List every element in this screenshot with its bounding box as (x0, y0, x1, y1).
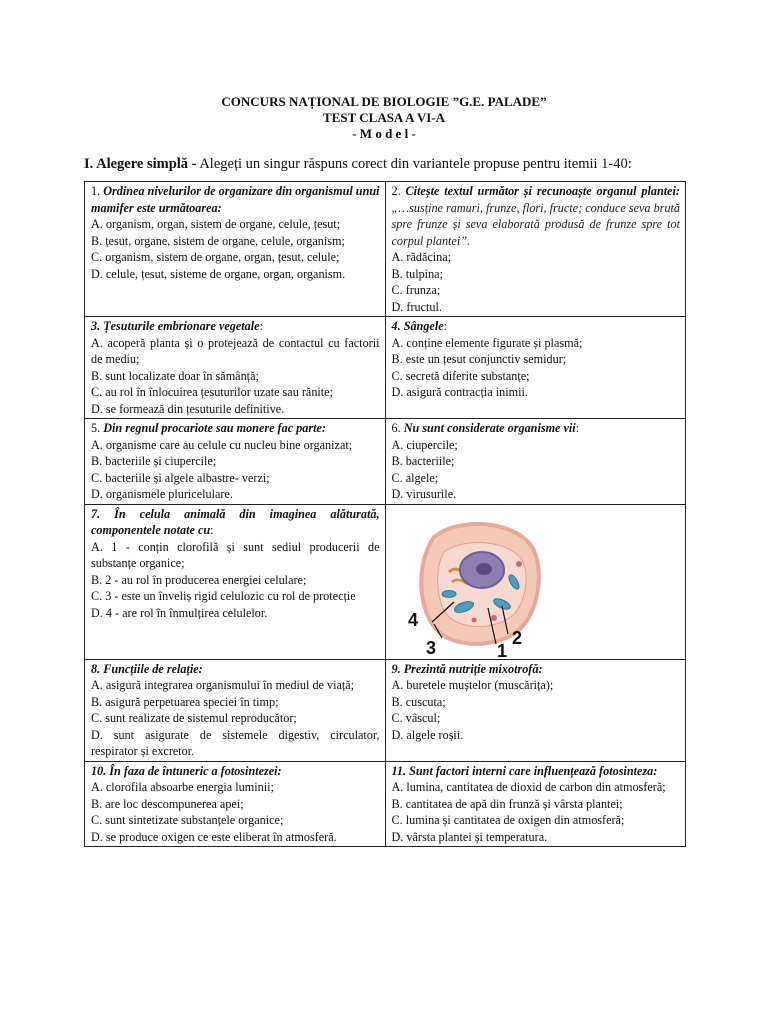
questions-table (84, 181, 686, 847)
question-title: 10. În faza de întuneric a fotosintezei: (91, 763, 282, 778)
animal-cell-illustration (404, 512, 544, 657)
option-d: D. virusurile. (391, 487, 457, 501)
option-b: B. cantitatea de apă din frunză și vârsta plantei; (391, 796, 623, 811)
option-d: D. sunt asigurate de sistemele digestiv, circulator, respirator și excretor. (91, 727, 380, 758)
option-c: C. sunt sintetizate substanțele organice; (91, 813, 284, 827)
table-row (85, 659, 686, 761)
option-b: B. este un țesut conjunctiv semidur; (391, 352, 567, 366)
nucleolus (476, 563, 492, 575)
question-title: 4. Sângele (391, 319, 444, 333)
question-number: 2. (391, 184, 401, 198)
option-c: C. lumina și cantitatea de oxigen din atmosferă; (391, 813, 625, 827)
question-title: Ordinea nivelurilor de organizare din organismul unui mamifer este următoarea: (91, 184, 380, 215)
question-3 (85, 317, 386, 419)
vesicle (471, 617, 476, 622)
figure-label-1: 1 (496, 640, 507, 657)
option-a: A. buretele muștelor (muscărița); (391, 678, 554, 692)
option-d: D. asigură contracția inimii. (391, 385, 528, 399)
option-d: D. vârsta plantei și temperatura. (391, 829, 548, 844)
option-b: B. asigură perpetuarea speciei în timp; (91, 694, 279, 709)
option-b: B. 2 - au rol în producerea energiei celulare; (91, 572, 307, 587)
option-d: D. algele roșii. (391, 727, 464, 742)
test-class-title: TEST CLASA A VI-A (323, 110, 445, 125)
vesicle (516, 561, 522, 567)
option-b: B. tulpina; (391, 266, 443, 281)
question-8 (85, 659, 386, 761)
figure-label-4: 4 (407, 609, 418, 630)
option-d: D. 4 - are rol în înmulțirea celulelor. (91, 605, 268, 620)
question-title: Din regnul procariote sau monere fac parte: (100, 421, 326, 435)
question-title: 8. Funcțiile de relație: (91, 661, 203, 676)
table-row (85, 317, 686, 419)
document-header (0, 94, 768, 142)
question-6 (385, 419, 686, 505)
question-10 (85, 761, 386, 847)
question-title: 3. Țesuturile embrionare vegetale (91, 319, 260, 333)
option-c: C. frunza; (391, 283, 441, 297)
question-5 (85, 419, 386, 505)
option-b: B. bacteriile; (391, 454, 455, 468)
contest-title: CONCURS NAȚIONAL DE BIOLOGIE ”G.E. PALADE” (221, 94, 547, 109)
option-a: A. asigură integrarea organismului în mediul de viață; (91, 678, 355, 692)
option-a: A. clorofila absoarbe energia luminii; (91, 780, 274, 794)
option-c: C. algele; (391, 470, 439, 485)
option-c: C. bacteriile și algele albastre- verzi; (91, 470, 270, 485)
question-11 (385, 761, 686, 847)
option-b: B. bacteriile și ciupercile; (91, 454, 217, 468)
figure-label-3: 3 (425, 637, 436, 657)
animal-cell-figure (392, 506, 681, 658)
option-d: D. celule, țesut, sisteme de organe, organ, organism. (91, 266, 346, 281)
option-b: B. are loc descompunerea apei; (91, 796, 244, 811)
table-row (85, 761, 686, 847)
option-a: A. organism, organ, sistem de organe, celule, țesut; (91, 217, 341, 231)
question-title: 11. Sunt factori interni care influențează fotosinteza: (391, 763, 658, 778)
question-title-suffix: : (443, 319, 448, 333)
question-title: Nu sunt considerate organisme vii (400, 421, 576, 435)
option-d: D. se formează din țesuturile definitive. (91, 401, 285, 416)
option-c: C. sunt realizate de sistemul reproducător; (91, 711, 297, 725)
option-d: D. se produce oxigen ce este eliberat în atmosferă. (91, 829, 337, 844)
option-a: A. 1 - conțin clorofilă și sunt sediul producerii de substanțe organice; (91, 539, 380, 570)
section-instructions: Alegeți un singur răspuns corect din variantele propuse pentru itemii 1-40: (196, 156, 632, 172)
option-b: B. cuscuta; (391, 694, 446, 709)
question-title-suffix: : (259, 319, 263, 333)
option-d: D. fructul. (391, 299, 442, 314)
question-title-suffix: : (575, 421, 580, 435)
mitochondrion (442, 590, 456, 597)
option-a: A. conține elemente figurate și plasmă; (391, 335, 583, 350)
option-a: A. lumina, cantitatea de dioxid de carbon din atmosferă; (391, 780, 666, 794)
question-1 (85, 182, 386, 317)
option-a: A. acoperă planta și o protejează de contactul cu factorii de mediu; (91, 335, 380, 366)
table-row (85, 504, 686, 659)
question-title-suffix: : (210, 523, 214, 537)
question-title: Citește textul următor și recunoaște organul plantei: (400, 184, 680, 198)
question-2 (385, 182, 686, 317)
vesicle (491, 615, 497, 621)
option-c: C. vâscul; (391, 711, 441, 725)
figure-cell (385, 504, 686, 659)
option-b: B. sunt localizate doar în sămânță; (91, 368, 259, 383)
option-d: D. organismele pluricelulare. (91, 487, 233, 501)
table-row (85, 419, 686, 505)
option-a: A. ciupercile; (391, 437, 458, 452)
section-intro (84, 156, 704, 173)
question-9 (385, 659, 686, 761)
option-c: C. 3 - este un înveliș rigid celulozic cu rol de protecție (91, 589, 356, 603)
option-c: C. au rol în înlocuirea țesuturilor uzate sau rănite; (91, 385, 333, 399)
question-number: 6. (391, 421, 401, 435)
model-label: - M o d e l - (352, 126, 416, 141)
option-a: A. rădăcina; (391, 250, 452, 264)
question-quote: „…susține ramuri, frunze, flori, fructe; conduce seva brută spre frunze și seva elaborată produsă de frunze spre tot corpul plantei”. (391, 200, 680, 248)
question-title: 7. În celula animală din imaginea alăturată, componentele notate cu (91, 506, 380, 537)
section-label: I. Alegere simplă - (84, 156, 197, 172)
option-b: B. țesut, organe, sistem de organe, celule, organism; (91, 233, 345, 248)
option-a: A. organisme care au celule cu nucleu bine organizat; (91, 437, 353, 452)
question-7 (85, 504, 386, 659)
option-c: C. organism, sistem de organe, organ, țesut, celule; (91, 250, 340, 264)
question-number: 5. (91, 421, 101, 435)
table-row (85, 182, 686, 317)
option-c: C. secretă diferite substanțe; (391, 368, 530, 383)
figure-label-2: 2 (511, 627, 522, 648)
question-number: 1. (91, 184, 101, 198)
question-4 (385, 317, 686, 419)
question-title: 9. Prezintă nutriție mixotrofă: (391, 661, 543, 676)
